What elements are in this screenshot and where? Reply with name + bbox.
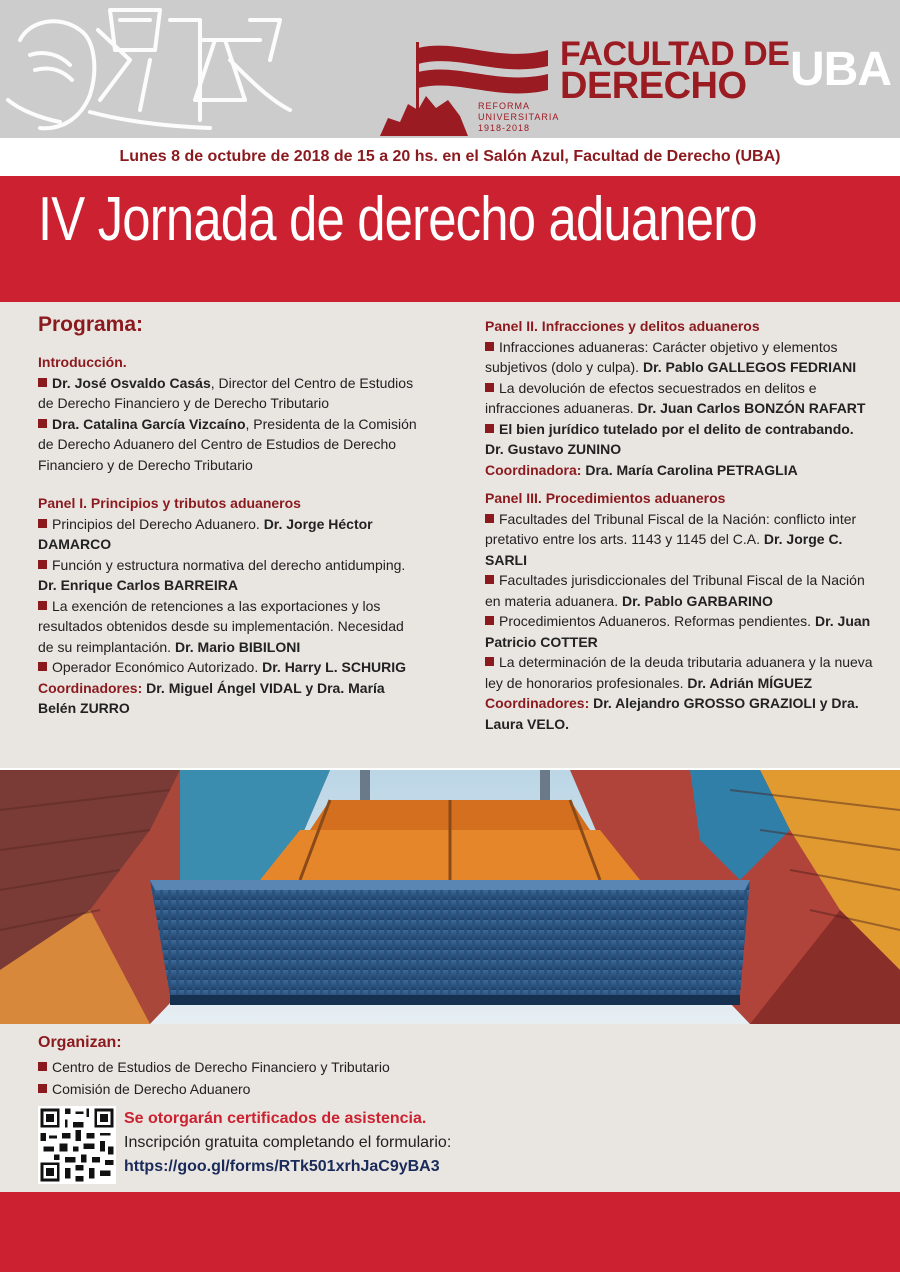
panel3-coordinators: [485, 693, 875, 734]
talk-topic: Principios del Derecho Aduanero.: [52, 515, 264, 532]
panel2-item: [485, 378, 875, 419]
bullet-square-icon: [38, 560, 47, 569]
panel2-item: [485, 337, 875, 378]
talk-topic: La determinación de la deuda tributaria aduanera y la nueva ley de honorarios profesionales.: [485, 654, 873, 691]
program-right-column: [485, 302, 875, 734]
bullet-square-icon: [38, 519, 47, 528]
speaker-name: Dr. Pablo GARBARINO: [621, 592, 773, 609]
brand-uba: UBA: [790, 43, 891, 96]
speaker-name: Dr. Enrique Carlos BARREIRA: [38, 577, 238, 593]
shipping-container-photo: [0, 770, 900, 1024]
bullet-square-icon: [485, 575, 494, 584]
talk-topic: La devolución de efectos secuestrados en delitos e infracciones aduaneras.: [485, 379, 817, 416]
bullet-square-icon: [485, 342, 494, 351]
panel2-item: [485, 419, 875, 460]
reforma-line-3: 1918-2018: [478, 123, 531, 133]
speaker-name: Dr. Jorge C. SARLI: [485, 531, 843, 568]
talk-topic: Procedimientos Aduaneros. Reformas pendientes.: [499, 613, 815, 629]
coordinators-label: Coordinadores:: [38, 679, 143, 696]
program-left-column: [38, 302, 418, 719]
panel3-item: [485, 611, 875, 652]
speaker-name: Dr. Juan Patricio COTTER: [485, 613, 871, 650]
panel3-item: [485, 509, 875, 571]
qr-code-icon[interactable]: [38, 1106, 116, 1184]
program-section: [0, 302, 900, 768]
reforma-line-1: REFORMA: [478, 101, 530, 111]
bullet-square-icon: [485, 514, 494, 523]
panel1-item: [38, 657, 418, 678]
bullet-square-icon: [38, 419, 47, 428]
program-title: Programa:: [38, 313, 144, 336]
intro-item: [38, 414, 418, 476]
bullet-square-icon: [38, 662, 47, 671]
brand-line-1: FACULTAD DE: [560, 35, 790, 73]
panel1-item: [38, 514, 418, 555]
talk-topic: Facultades del Tribunal Fiscal de la Nación: conflicto inter pretativo entre los arts. 1143 y 1145 del C.A.: [485, 510, 857, 547]
bottom-band: [0, 1192, 900, 1272]
speaker-name: Dr. Adrián MÍGUEZ: [687, 674, 813, 691]
reforma-line-2: UNIVERSITARIA: [478, 112, 560, 122]
speaker-name: Dr. Juan Carlos BONZÓN RAFART: [637, 400, 866, 416]
bullet-square-icon: [485, 424, 494, 433]
talk-topic: La exención de retenciones a las exportaciones y los resultados obtenidos desde su implementación. Necesidad de su reimplantación.: [38, 597, 404, 655]
organizers-title: Organizan:: [38, 1034, 122, 1051]
speaker-role: , Presidenta de la Comisión de Derecho Aduanero del Centro de Estudios de Derecho Financiero y de Derecho Tributario: [38, 415, 417, 473]
speaker-name: Dr. Jorge Héctor DAMARCO: [38, 515, 373, 552]
speaker-name: Dr. Harry L. SCHURIG: [262, 659, 407, 675]
panel1-item: [38, 555, 418, 596]
panel1-item: [38, 596, 418, 658]
event-dateline: Lunes 8 de octubre de 2018 de 15 a 20 hs. en el Salón Azul, Facultad de Derecho (UBA): [0, 138, 900, 176]
speaker-name: Dr. Pablo GALLEGOS FEDRIANI: [642, 359, 857, 375]
coordinators-names: Dr. Miguel Ángel VIDAL y Dra. María Belén ZURRO: [38, 679, 385, 716]
header: [0, 0, 900, 138]
panel2-coordinators: [485, 460, 875, 481]
inscription-text: Inscripción gratuita completando el formulario:: [124, 1134, 452, 1151]
organizers-list: [38, 1056, 390, 1100]
organizer-item: [38, 1078, 390, 1100]
event-title: IV Jornada de derecho aduanero: [38, 185, 757, 254]
panel3-item: [485, 652, 875, 693]
bullet-square-icon: [485, 616, 494, 625]
organizer-name: Comisión de Derecho Aduanero: [52, 1081, 251, 1097]
talk-topic: Función y estructura normativa del derecho antidumping.: [52, 556, 406, 573]
brand-line-2: DERECHO: [560, 65, 747, 107]
speaker-name: Dr. Mario BIBILONI: [174, 638, 301, 655]
certificates-notice: Se otorgarán certificados de asistencia.: [124, 1110, 427, 1127]
footer-section: [0, 1024, 900, 1192]
panel3-heading: Panel III. Procedimientos aduaneros: [485, 490, 726, 506]
talk-topic: Facultades jurisdiccionales del Tribunal Fiscal de la Nación en materia aduanera.: [485, 572, 865, 609]
speaker-name: El bien jurídico tutelado por el delito de contrabando. Dr. Gustavo ZUNINO: [485, 420, 854, 457]
bullet-square-icon: [485, 383, 494, 392]
panel2-heading: Panel II. Infracciones y delitos aduaneros: [485, 318, 760, 334]
panel1-heading: Panel I. Principios y tributos aduaneros: [38, 495, 301, 511]
reforma-caption: [478, 101, 559, 134]
organizer-item: [38, 1056, 390, 1078]
bullet-square-icon: [38, 601, 47, 610]
intro-heading: Introducción.: [38, 354, 127, 370]
panel3-item: [485, 570, 875, 611]
talk-topic: Infracciones aduaneras: Carácter objetivo y elementos subjetivos (dolo y culpa).: [485, 338, 838, 375]
speaker-role: , Director del Centro de Estudios de Derecho Financiero y de Derecho Tributario: [38, 374, 414, 411]
coordinators-names: Dr. Alejandro GROSSO GRAZIOLI y Dra. Laura VELO.: [485, 695, 859, 732]
panel1-coordinators: [38, 678, 418, 719]
talk-topic: Operador Económico Autorizado.: [52, 659, 263, 675]
coordinators-names: Dra. María Carolina PETRAGLIA: [585, 461, 798, 478]
organizer-name: Centro de Estudios de Derecho Financiero y Tributario: [52, 1059, 390, 1075]
speaker-name: Dra. Catalina García Vizcaíno: [52, 415, 246, 432]
bullet-square-icon: [38, 1062, 47, 1071]
justice-illustration: [0, 0, 300, 138]
bullet-square-icon: [38, 378, 47, 387]
coordinators-label: Coordinadores:: [485, 695, 590, 711]
speaker-name: Dr. José Osvaldo Casás: [52, 374, 211, 391]
intro-item: [38, 373, 418, 414]
bullet-square-icon: [38, 1084, 47, 1093]
coordinators-label: Coordinadora:: [485, 461, 582, 478]
faculty-brand: [560, 35, 891, 107]
bullet-square-icon: [485, 657, 494, 666]
registration-link[interactable]: https://goo.gl/forms/RTk501xrhJaC9yBA3: [124, 1158, 440, 1175]
